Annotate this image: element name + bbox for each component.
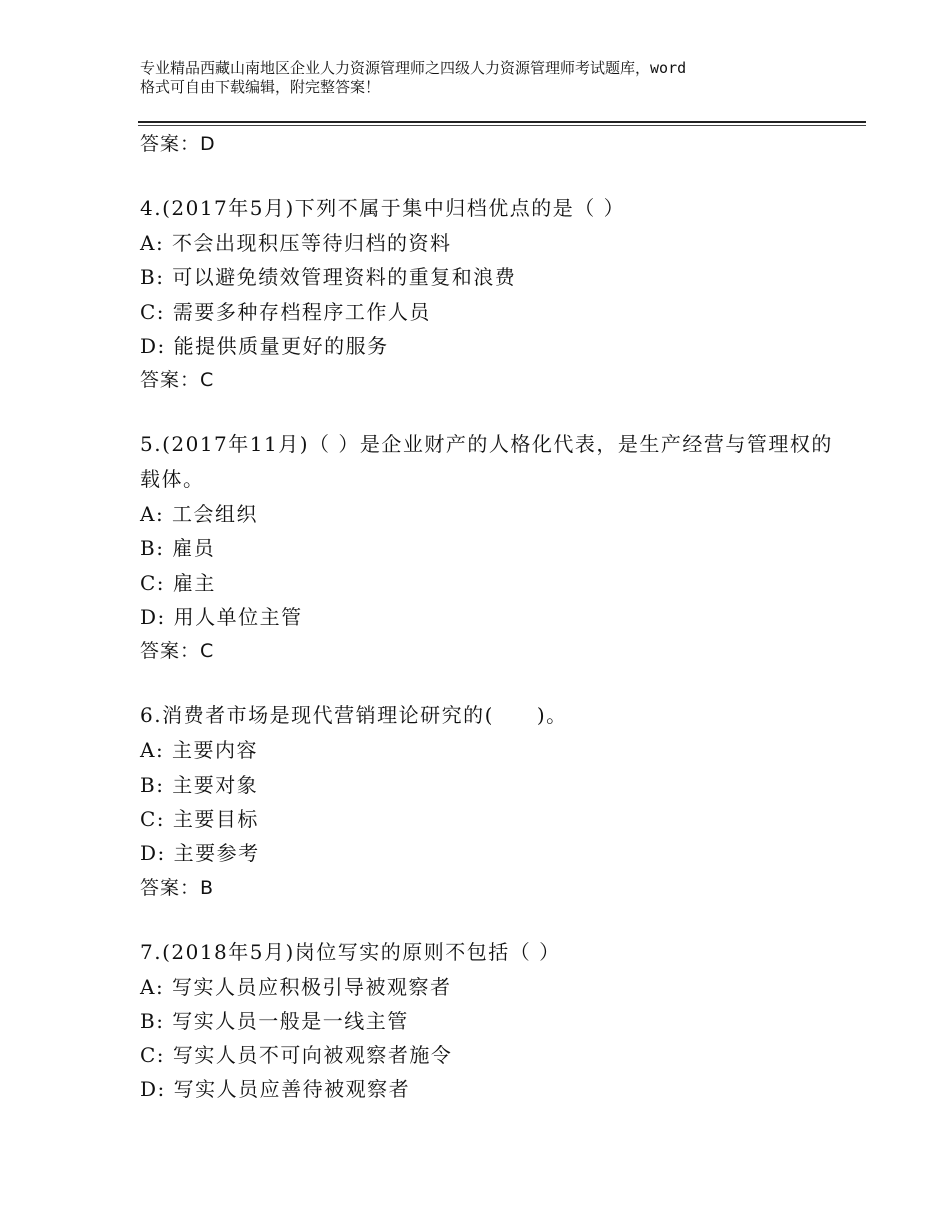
question-stem: 6.消费者市场是现代营销理论研究的( )。	[140, 703, 568, 728]
option-a: A: 主要内容	[140, 738, 259, 763]
question-stem: 4.(2017年5月)下列不属于集中归档优点的是（ ）	[140, 196, 626, 220]
option-a: A: 不会出现积压等待归档的资料	[140, 231, 452, 255]
option-b: B: 可以避免绩效管理资料的重复和浪费	[140, 265, 517, 290]
header-line-1: 专业精品西藏山南地区企业人力资源管理师之四级人力资源管理师考试题库，word	[140, 59, 687, 77]
question-5	[140, 427, 840, 668]
option-c: C: 雇主	[140, 570, 216, 595]
question-list	[140, 127, 840, 1107]
option-b: B: 写实人员一般是一线主管	[140, 1008, 409, 1033]
option-d: D: 用人单位主管	[140, 605, 303, 630]
previous-answer: 答案：D	[140, 133, 216, 155]
question-4	[140, 191, 840, 397]
option-c: C: 主要目标	[140, 806, 259, 831]
header-rule-thick	[138, 121, 866, 123]
question-6	[140, 698, 840, 904]
question-stem: 5.(2017年11月)（ ）是企业财产的人格化代表，是生产经营与管理权的载体。	[140, 432, 833, 492]
option-d: D: 写实人员应善待被观察者	[140, 1077, 411, 1102]
option-a: A: 工会组织	[140, 502, 259, 527]
question-7	[140, 935, 840, 1107]
option-d: D: 能提供质量更好的服务	[140, 333, 389, 358]
option-b: B: 雇员	[140, 536, 216, 561]
page-header	[140, 59, 840, 97]
option-c: C: 写实人员不可向被观察者施令	[140, 1043, 453, 1068]
answer: 答案：C	[140, 640, 215, 663]
option-a: A: 写实人员应积极引导被观察者	[140, 974, 452, 999]
header-line-2: 格式可自由下载编辑，附完整答案！	[140, 78, 381, 96]
header-rule-thin	[138, 125, 866, 126]
answer: 答案：B	[140, 876, 215, 899]
option-d: D: 主要参考	[140, 841, 260, 866]
option-b: B: 主要对象	[140, 772, 259, 797]
answer: 答案：C	[140, 369, 215, 392]
question-stem: 7.(2018年5月)岗位写实的原则不包括（ ）	[140, 939, 561, 964]
option-c: C: 需要多种存档程序工作人员	[140, 299, 431, 324]
